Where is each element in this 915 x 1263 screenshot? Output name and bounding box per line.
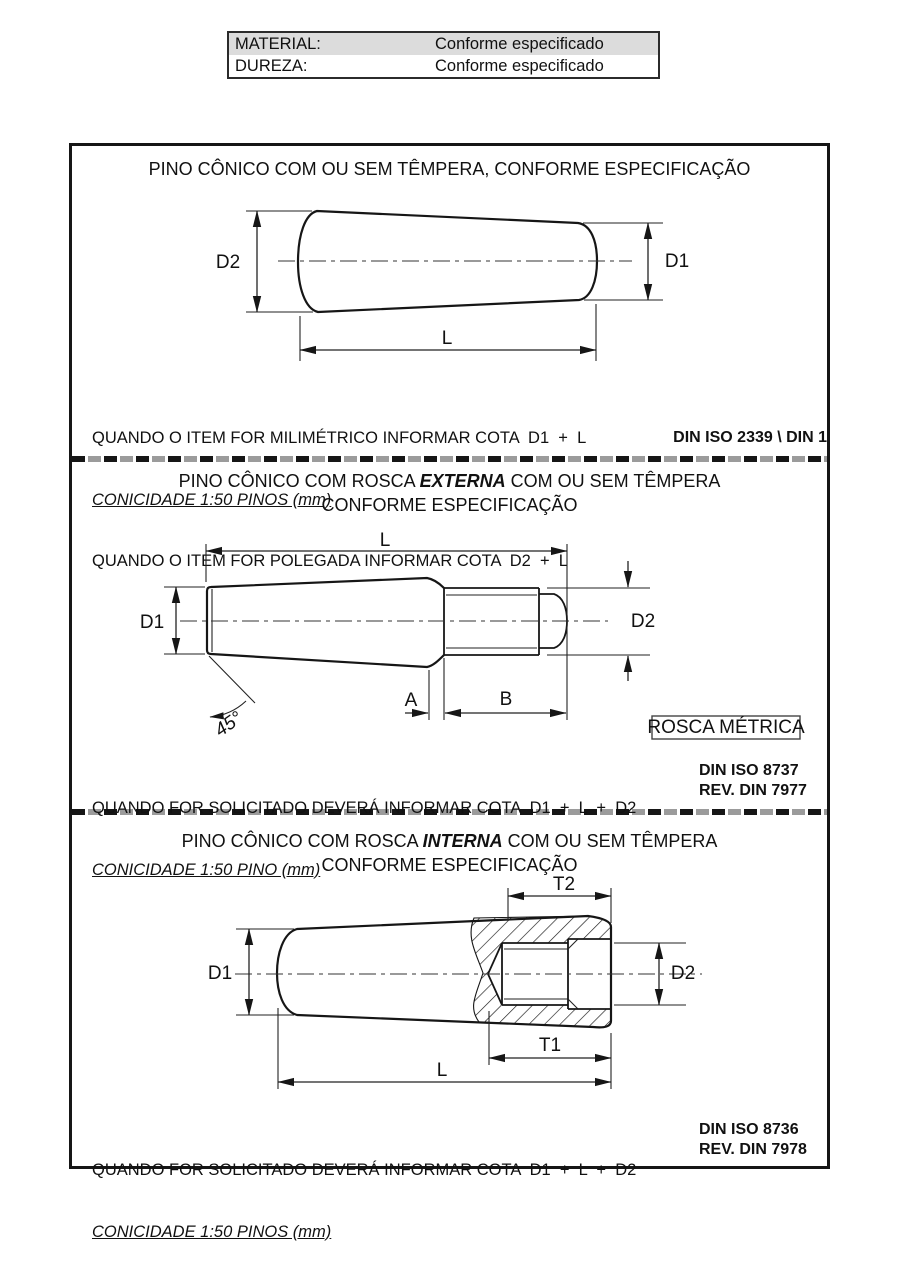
dim-label-length: L bbox=[441, 328, 453, 349]
table-row bbox=[229, 55, 658, 77]
dim-label-t2: T2 bbox=[552, 875, 576, 895]
pin-silhouette bbox=[207, 578, 567, 667]
note-line-conicity: CONICIDADE 1:50 PINO (mm) bbox=[92, 860, 321, 879]
dim-label-d1: D1 bbox=[207, 963, 233, 984]
note-line: QUANDO O ITEM FOR POLEGADA INFORMAR COTA D2 + L bbox=[92, 552, 568, 570]
hardness-label: DUREZA: bbox=[235, 56, 308, 75]
material-spec-table bbox=[227, 31, 660, 79]
standard-line: REV. DIN 7977 bbox=[699, 782, 807, 799]
note-line: QUANDO FOR SOLICITADO DEVERÁ INFORMAR COTA D1 + L + D2 bbox=[92, 799, 637, 817]
dim-label-b: B bbox=[499, 689, 513, 710]
panel3-notes bbox=[92, 1119, 636, 1263]
standard-line: DIN ISO 8736 bbox=[699, 1121, 799, 1138]
title-text: COM OU SEM TÊMPERA bbox=[505, 471, 721, 491]
title-line2: CONFORME ESPECIFICAÇÃO bbox=[321, 855, 578, 875]
panel1-standard: DIN ISO 2339 \ DIN 1 bbox=[673, 429, 827, 446]
title-text: PINO CÔNICO COM ROSCA bbox=[181, 831, 423, 851]
title-emphasis: EXTERNA bbox=[419, 471, 506, 491]
internal-thread-pin-drawing bbox=[180, 875, 740, 1110]
dim-label-d1: D1 bbox=[664, 251, 690, 272]
thread-note-label: ROSCA MÉTRICA bbox=[647, 717, 805, 738]
table-row bbox=[229, 33, 658, 55]
title-line2: CONFORME ESPECIFICAÇÃO bbox=[321, 495, 578, 515]
taper-pin-drawing bbox=[150, 195, 710, 380]
standard-line: REV. DIN 7978 bbox=[699, 1141, 807, 1158]
material-value: Conforme especificado bbox=[435, 34, 604, 53]
note-line: QUANDO FOR SOLICITADO DEVERÁ INFORMAR COTA D1 + L + D2 bbox=[92, 1161, 637, 1179]
note-line-conicity: CONICIDADE 1:50 PINOS (mm) bbox=[92, 490, 332, 509]
dim-label-t1: T1 bbox=[538, 1035, 562, 1056]
dim-label-length: L bbox=[379, 530, 391, 551]
dim-label-d1: D1 bbox=[139, 612, 165, 633]
panel1-title: PINO CÔNICO COM OU SEM TÊMPERA, CONFORME ESPECIFICAÇÃO bbox=[148, 159, 751, 179]
dim-label-d2: D2 bbox=[670, 963, 696, 984]
dim-label-chamfer-angle: 45° bbox=[211, 707, 247, 742]
panel3-title bbox=[72, 829, 827, 877]
title-text: COM OU SEM TÊMPERA bbox=[502, 831, 718, 851]
panel3-standard bbox=[699, 1120, 807, 1160]
material-label: MATERIAL: bbox=[235, 34, 321, 53]
dim-label-d2: D2 bbox=[215, 252, 241, 273]
note-line-conicity: CONICIDADE 1:50 PINOS (mm) bbox=[92, 1222, 332, 1241]
hardness-value: Conforme especificado bbox=[435, 56, 604, 75]
note-line: QUANDO O ITEM FOR MILIMÉTRICO INFORMAR COTA D1 + L bbox=[92, 429, 587, 447]
dim-label-a: A bbox=[404, 690, 418, 711]
title-text: PINO CÔNICO COM ROSCA bbox=[178, 471, 420, 491]
dim-label-d2: D2 bbox=[630, 611, 656, 632]
dim-label-length: L bbox=[436, 1060, 448, 1081]
panel2-title bbox=[72, 469, 827, 517]
standard-line: DIN ISO 8737 bbox=[699, 762, 799, 779]
title-emphasis: INTERNA bbox=[422, 831, 503, 851]
external-thread-pin-drawing bbox=[130, 530, 810, 745]
panel2-standard bbox=[699, 761, 807, 801]
